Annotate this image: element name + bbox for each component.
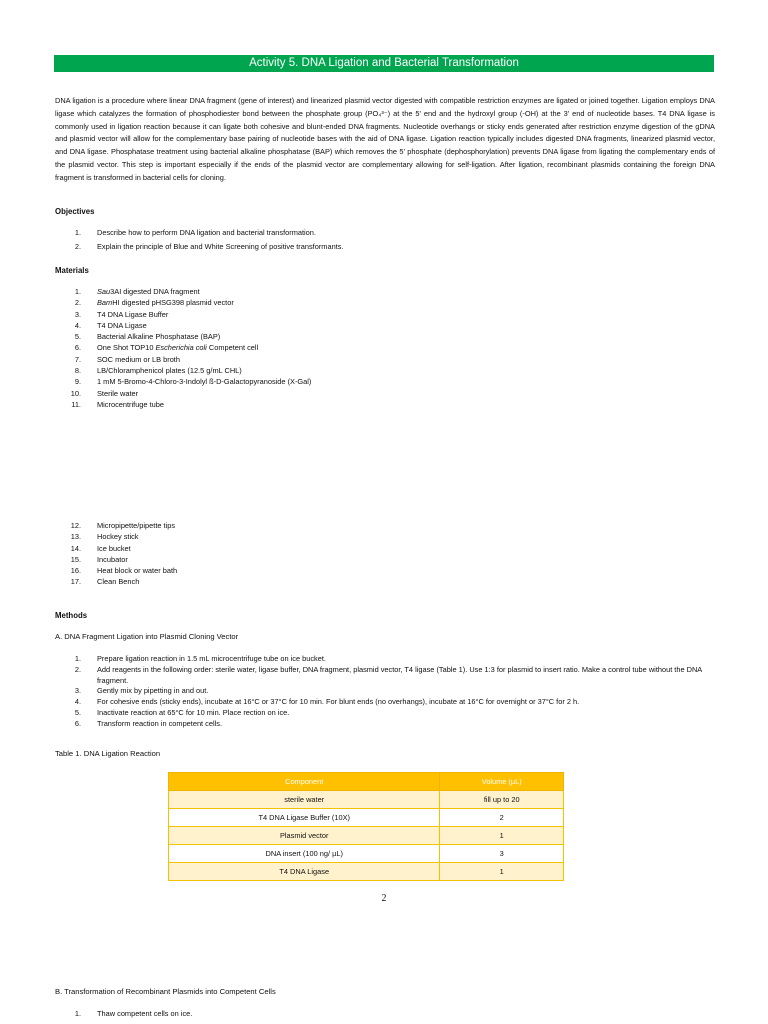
- list-item: 1. Describe how to perform DNA ligation and bacterial transformation.: [74, 228, 316, 237]
- list-item: 9. 1 mM 5-Bromo-4-Chloro-3-Indolyl ß-D-Galactopyranoside (X-Gal): [74, 377, 312, 387]
- objectives-heading: Objectives: [55, 207, 95, 216]
- list-item: 3. T4 DNA Ligase Buffer: [74, 309, 169, 319]
- materials-list: [55, 286, 311, 410]
- section-a-heading: A. DNA Fragment Ligation into Plasmid Cloning Vector: [55, 632, 239, 641]
- table-cell: T4 DNA Ligase: [169, 863, 440, 881]
- activity-title: Activity 5. DNA Ligation and Bacterial Transformation: [249, 57, 519, 69]
- list-item: 6. Transform reaction in competent cells.: [74, 718, 223, 728]
- section-b-heading: B. Transformation of Recombinant Plasmids into Competent Cells: [55, 987, 276, 996]
- list-item: 2. BamHI digested pHSG398 plasmid vector: [74, 298, 234, 308]
- list-item: 16. Heat block or water bath: [70, 566, 178, 576]
- list-item: 13. Hockey stick: [70, 532, 139, 542]
- page-number: 2: [381, 893, 387, 904]
- table-header-row: [169, 773, 564, 791]
- objectives-list: [55, 226, 344, 253]
- table-cell: 1: [440, 863, 564, 881]
- table-cell: fill up to 20: [440, 791, 564, 809]
- table-cell: 1: [440, 827, 564, 845]
- list-item: 4. For cohesive ends (sticky ends), incubate at 16°C or 37°C for 10 min. For blunt ends (no overhangs), incubate at 16°C for overnight or 37°C for 2 h.: [74, 697, 580, 707]
- ligation-steps-list: [55, 654, 715, 730]
- list-item: 7. SOC medium or LB broth: [74, 354, 180, 364]
- list-item: 1. Thaw competent cells on ice.: [74, 1009, 193, 1018]
- table-cell: DNA insert (100 ng/ µL): [169, 845, 440, 863]
- table-row: [169, 863, 564, 881]
- list-item: 1. Sau3AI digested DNA fragment: [74, 287, 200, 296]
- list-item: 14. Ice bucket: [70, 543, 131, 553]
- table-cell: 3: [440, 845, 564, 863]
- materials-list-continued: [55, 520, 177, 588]
- list-item: 5. Bacterial Alkaline Phosphatase (BAP): [74, 332, 221, 342]
- list-item: 1. Prepare ligation reaction in 1.5 mL microcentrifuge tube on ice bucket.: [74, 654, 326, 663]
- list-item: 6. One Shot TOP10 Escherichia coli Competent cell: [74, 343, 259, 353]
- table-caption: Table 1. DNA Ligation Reaction: [55, 749, 161, 758]
- list-item: 10. Sterile water: [70, 388, 139, 398]
- table-cell: sterile water: [169, 791, 440, 809]
- transformation-steps-list: [55, 1009, 715, 1020]
- list-item: 3. Gently mix by pipetting in and out.: [74, 686, 209, 696]
- list-item: 5. Inactivate reaction at 65°C for 10 min. Place rection on ice.: [74, 707, 290, 717]
- table-cell: T4 DNA Ligase Buffer (10X): [169, 809, 440, 827]
- list-item: 2. Add reagents in the following order: sterile water, ligase buffer, DNA fragment, plasmid vector, T4 ligase (Table 1). Use 1:3 for plasmid to insert ratio. Make a control tube without the DNA fragment.: [74, 664, 702, 685]
- column-header-component: Component: [169, 773, 440, 791]
- table-cell: 2: [440, 809, 564, 827]
- ligation-reaction-table: [168, 772, 564, 881]
- list-item: 8. LB/Chloramphenicol plates (12.5 g/mL CHL): [74, 366, 242, 376]
- methods-heading: Methods: [55, 611, 88, 620]
- list-item: 2. Explain the principle of Blue and White Screening of positive transformants.: [74, 241, 344, 251]
- column-header-volume: Volume (µL): [440, 773, 564, 791]
- intro-paragraph: DNA ligation is a procedure where linear DNA fragment (gene of interest) and linearized plasmid vector digested with compatible restriction enzymes are ligated or joined together. Ligation employs DNA ligase which catalyzes the formation of phosphodiester bond between the phosphate group (PO₄³⁻) at the 5' end and the hydroxyl group (-OH) at the 3' end of nucleotide bases. T4 DNA ligase is commonly used in ligation reaction because it can ligate both cohesive and blunt-ended DNA fragments. Nucleotide overhangs or sticky ends generated after restriction enzyme digestion of the gDNA and plasmid vector will allow for the complementary base pairing of nucleotide bases with the aid of DNA ligase. Ligation reaction typically includes digested DNA fragments, linearized plasmid vector, and DNA ligase. Phosphatase treatment using bacterial alkaline phosphatase (BAP) which removes the 5' phosphate (dephosphorylation) prevents DNA ligase from ligating the complementary ends of the plasmid vector. This step is important especially if the ends of the plasmid vector are complementary allowing for self-ligation. After ligation, recombinant plasmids containing the foreign DNA fragment is transformed in bacterial cells for cloning.: [55, 96, 715, 182]
- materials-heading: Materials: [55, 266, 89, 275]
- list-item: 4. T4 DNA Ligase: [74, 320, 147, 330]
- table-row: [169, 845, 564, 863]
- list-item: 15. Incubator: [70, 554, 128, 564]
- table-row: [169, 827, 564, 845]
- table-row: [169, 809, 564, 827]
- activity-title-banner: [54, 55, 714, 72]
- list-item: 11. Microcentrifuge tube: [71, 399, 164, 409]
- list-item: 17. Clean Bench: [70, 577, 140, 587]
- table-cell: Plasmid vector: [169, 827, 440, 845]
- list-item: 12. Micropipette/pipette tips: [70, 521, 176, 530]
- table-row: [169, 791, 564, 809]
